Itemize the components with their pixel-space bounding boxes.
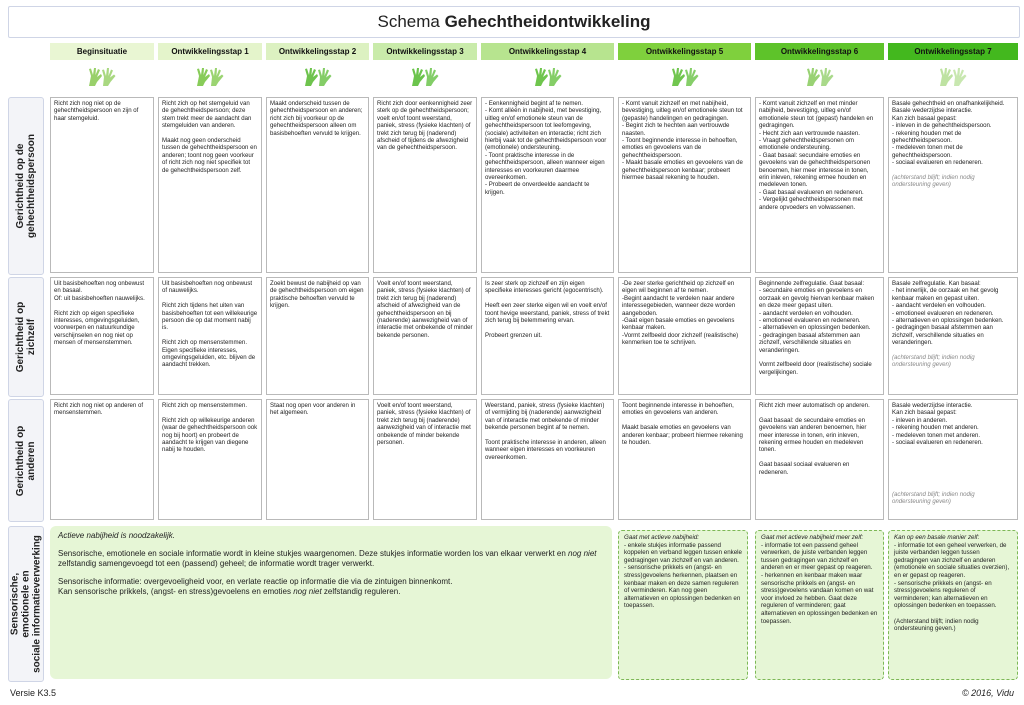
cell-r0-c3: Richt zich door eenkennigheid zeer sterk op de gehechtheidspersoon; voelt en/of toont weerstand, paniek, stress (fysieke klachten) of trekt zich terug bij (naderend) afscheid of tijdens de afwezigheid van de gehechtheidspersoon. (373, 97, 477, 273)
sensory-step-7: Kan op een basale manier zelf: - informatie tot een geheel verwerken, de juiste verbanden leggen tussen gedragingen van zichzelf en anderen (emotionele en sociale situaties overzien), en er gepast op reageren. - sensorische prikkels en (angst- en stress)gevoelens reguleren of verminderen; kan alternatieven en oplossingen bedenken en toepassen. (Achterstand blijft; indien nodig ondersteuning geven.) (888, 530, 1018, 680)
sensory-paragraph-3: Kan sensorische prikkels, (angst- en stress)gevoelens en emoties nog niet zelfstandig reguleren. (58, 587, 401, 596)
green-hand-icon (934, 66, 972, 88)
title-bar (8, 6, 1020, 38)
row-label-sensory (8, 526, 44, 682)
cell-r2-c0: Richt zich nog niet op anderen of mensenstemmen. (50, 399, 154, 520)
row-label-text: Gerichtheid op de gehechtheidspersoon (15, 134, 37, 238)
version-label: Versie K3.5 (10, 688, 57, 698)
cell-r1-c6: Beginnende zelfregulatie. Gaat basaal: - secundaire emoties en gevoelens en oorzaak en gevolg hiervan kenbaar maken en deze meer gepast uiten. - aandacht verdelen en volhouden. - emotioneel evalueren en redeneren. - alternatieven en oplossingen bedenken. - gedragingen basaal afstemmen aan zichzelf, verschillende situaties en veranderingen. Vormt zelfbeeld door (realistische) sociale vergelijkingen. (755, 277, 884, 395)
cell-r0-c4: - Eenkennigheid begint af te nemen. - Komt alléén in nabijheid, met bevestiging, uitleg en/of emotionele steun van de gehechtheidspersoon tot leefomgeving, (sociale) activiteiten en interactie; richt zich hierbij vaak tot de gehechtheidspersoon voor (emotionele) ondersteuning. - Toont praktische interesse in de gehechtheidspersoon, alleen wanneer eigen interesses en voorkeuren daarmee overeenkomen. - Probeert de onverdeelde aandacht te krijgen. (481, 97, 614, 273)
row-label-sensory-text: Sensorische, emotionele en sociale informatieverwerking (9, 535, 43, 673)
cell-r0-c0: Richt zich nog niet op de gehechtheidspersoon en zijn of haar stemgeluid. (50, 97, 154, 273)
cell-r0-c7: Basale gehechtheid en onafhankelijkheid. Basale wederzijdse interactie. Kan zich basaal gepast: - inleven in de gehechtheidspersoon. - rekening houden met de gehechtheidspersoon. - medeleven tonen met de gehechtheidspersoon. - sociaal evalueren en redeneren. (achterstand blijft; indien nodig ondersteuning geven) (888, 97, 1018, 273)
row-label-text: Gerichtheid op zichzelf (15, 301, 37, 373)
green-hand-icon (801, 66, 839, 88)
column-header-1: Ontwikkelingsstap 1 (158, 43, 262, 60)
green-hand-icon (406, 66, 444, 88)
green-hand-icon (666, 66, 704, 88)
cell-r0-c6: - Komt vanuit zichzelf en met minder nabijheid, bevestiging, uitleg en/of emotionele steun tot (gepast) handelen en gedragingen. - Hecht zich aan vertrouwde naasten. - Vraagt gehechtheidspersonen om emotionele ondersteuning. - Gaat basaal: secundaire emoties en gevoelens van de gehechtheidspersonen benoemen, hier meer interesse in tonen, erin inleven, rekening ermee houden en medeleven tonen. - Gaat basaal evalueren en redeneren. - Vergelijkt gehechtheidspersonen met andere opvoeders en volwassenen. (755, 97, 884, 273)
green-hand-icon (529, 66, 567, 88)
column-header-2: Ontwikkelingsstap 2 (266, 43, 369, 60)
cell-r1-c1: Uit basisbehoeften nog onbewust of nauwelijks. Richt zich tijdens het uiten van basisbehoeften tot een willekeurige persoon die op dat moment nabij is. Richt zich op mensenstemmen. Eigen specifieke interesses, omgevingsgeluiden, etc. blijven de aandacht trekken. (158, 277, 262, 395)
cell-r1-c5: -De zeer sterke gerichtheid op zichzelf en eigen wil beginnen af te nemen. -Begint aandacht te verdelen naar andere interessegebieden, wanneer deze worden aangeboden. -Gaat eigen basale emoties en gevoelens kenbaar maken. -Vormt zelfbeeld door zichzelf (realistische) kenmerken toe te schrijven. (618, 277, 751, 395)
column-header-0: Beginsituatie (50, 43, 154, 60)
green-hand-icon (83, 66, 121, 88)
sensory-paragraph-1: Sensorische, emotionele en sociale informatie wordt in kleine stukjes waargenomen. Deze stukjes informatie worden los van elkaar verwerkt en nog niet zelfstandig samengevoegd tot een (passend) geheel; de informatie wordt trager verwerkt. (58, 548, 597, 568)
cell-r1-c4: Is zeer sterk op zichzelf en zijn eigen specifieke interesses gericht (egocentrisch). Heeft een zeer sterke eigen wil en voelt en/of toont hevige weerstand, paniek, stress of trekt zich terug bij belemmering ervan. Probeert grenzen uit. (481, 277, 614, 395)
sensory-general-panel (50, 526, 612, 679)
cell-r2-c6: Richt zich meer automatisch op anderen. Gaat basaal: de secundaire emoties en gevoelens van anderen benoemen, hier meer interesse in tonen, erin inleven, rekening ermee houden en medeleven tonen. Gaat basaal sociaal evalueren en redeneren. (755, 399, 884, 520)
column-header-3: Ontwikkelingsstap 3 (373, 43, 477, 60)
cell-r2-c7: Basale wederzijdse interactie. Kan zich basaal gepast: - inleven in anderen. - rekening houden met anderen. - medeleven tonen met anderen. - sociaal evalueren en redeneren. (achterstand blijft; indien nodig ondersteuning geven) (888, 399, 1018, 520)
cell-r2-c1: Richt zich op mensenstemmen. Richt zich op willekeurige anderen (waar de gehechtheidspersoon ook nog bij hoort) en probeert de aandacht te krijgen van diegene nabij te houden. (158, 399, 262, 520)
cell-r1-c3: Voelt en/of toont weerstand, paniek, stress (fysieke klachten) of trekt zich terug bij (naderend) afscheid of afwezigheid van de gehechtheidspersoon en bij (naderende) aanwezigheid van of interactie met onbekende of minder bekende personen. (373, 277, 477, 395)
column-header-4: Ontwikkelingsstap 4 (481, 43, 614, 60)
copyright-label: © 2016, Vidu (961, 688, 1014, 698)
sensory-step-6: Gaat met actieve nabijheid meer zelf: - informatie tot een passend geheel verwerken, de juiste verbanden leggen tussen gedragingen van zichzelf en anderen en er meer gepast op reageren. - herkennen en kenbaar maken waar sensorische prikkels en (angst- en stress)gevoelens vandaan komen en wat voor invloed ze hebben. Gaat deze reguleren of verminderen; gaat alternatieven en oplossingen bedenken en toepassen. (755, 530, 884, 680)
cell-r0-c2: Maakt onderscheid tussen de gehechtheidspersoon en anderen; richt zich bij voorkeur op de gehechtheidspersoon alleen om basisbehoeften vervuld te krijgen. (266, 97, 369, 273)
sensory-intro: Actieve nabijheid is noodzakelijk. (58, 531, 175, 540)
sensory-step-5: Gaat met actieve nabijheid: - enkele stukjes informatie passend koppelen en verband leggen tussen enkele gedragingen van zichzelf en van anderen. - sensorische prikkels en (angst- en stress)gevoelens herkennen, plaatsen en kenbaar maken en deze samen reguleren of verminderen. Kan nog geen alternatieven en oplossingen bedenken en toepassen. (618, 530, 748, 680)
cell-r2-c2: Staat nog open voor anderen in het algemeen. (266, 399, 369, 520)
column-header-5: Ontwikkelingsstap 5 (618, 43, 751, 60)
cell-r2-c3: Voelt en/of toont weerstand, paniek, stress (fysieke klachten) of trekt zich terug bij (naderende) aanwezigheid van of interactie met onbekende of minder bekende personen. (373, 399, 477, 520)
cell-r0-c1: Richt zich op het stemgeluid van de gehechtheidspersoon; deze stem trekt meer de aandacht dan stemgeluiden van anderen. Maakt nog geen onderscheid tussen de gehechtheidspersoon en anderen; toont nog geen voorkeur of richt zich nog niet specifiek tot de gehechtheidspersoon zelf. (158, 97, 262, 273)
row-label-2 (8, 399, 44, 522)
row-label-text: Gerichtheid op anderen (15, 425, 37, 496)
cell-r2-c4: Weerstand, paniek, stress (fysieke klachten) of vermijding bij (naderende) aanwezigheid van of interactie met onbekende of minder bekende personen begint af te nemen. Toont praktische interesse in anderen, alleen wanneer eigen interesses en voorkeuren overeenkomen. (481, 399, 614, 520)
green-hand-icon (299, 66, 337, 88)
column-header-7: Ontwikkelingsstap 7 (888, 43, 1018, 60)
cell-r1-c0: Uit basisbehoeften nog onbewust en basaal. Of: uit basisbehoeften nauwelijks. Richt zich op eigen specifieke interesses, omgevingsgeluiden, voorwerpen en natuurkundige verschijnselen en nog niet op mensen of mensenstemmen. (50, 277, 154, 395)
green-hand-icon (191, 66, 229, 88)
column-header-6: Ontwikkelingsstap 6 (755, 43, 884, 60)
cell-r2-c5: Toont beginnende interesse in behoeften, emoties en gevoelens van anderen. Maakt basale emoties en gevoelens van anderen kenbaar; probeert hiermee rekening te houden. (618, 399, 751, 520)
cell-r0-c5: - Komt vanuit zichzelf en met nabijheid, bevestiging, uitleg en/of emotionele steun tot (gepaste) handelingen en gedragingen. - Begint zich te hechten aan vertrouwde naasten. - Toont beginnende interesse in behoeften, emoties en gevoelens van de gehechtheidspersoon. - Maakt basale emoties en gevoelens van de gehechtheidspersoon kenbaar; probeert hiermee basaal rekening te houden. (618, 97, 751, 273)
row-label-1 (8, 277, 44, 397)
sensory-paragraph-2: Sensorische informatie: overgevoeligheid voor, en verlate reactie op informatie die via de zintuigen binnenkomt. (58, 576, 453, 586)
cell-r1-c7: Basale zelfregulatie. Kan basaal: - het innerlijk, de oorzaak en het gevolg kenbaar maken en gepast uiten. - aandacht verdelen en volhouden. - emotioneel evalueren en redeneren. - alternatieven en oplossingen bedenken. - gedragingen basaal afstemmen aan zichzelf, verschillende situaties en veranderingen. (achterstand blijft; indien nodig ondersteuning geven) (888, 277, 1018, 395)
cell-r1-c2: Zoekt bewust de nabijheid op van de gehechtheidspersoon om eigen praktische behoeften vervuld te krijgen. (266, 277, 369, 395)
row-label-0 (8, 97, 44, 275)
page-title: Schema Gehechtheidontwikkeling (377, 12, 651, 31)
